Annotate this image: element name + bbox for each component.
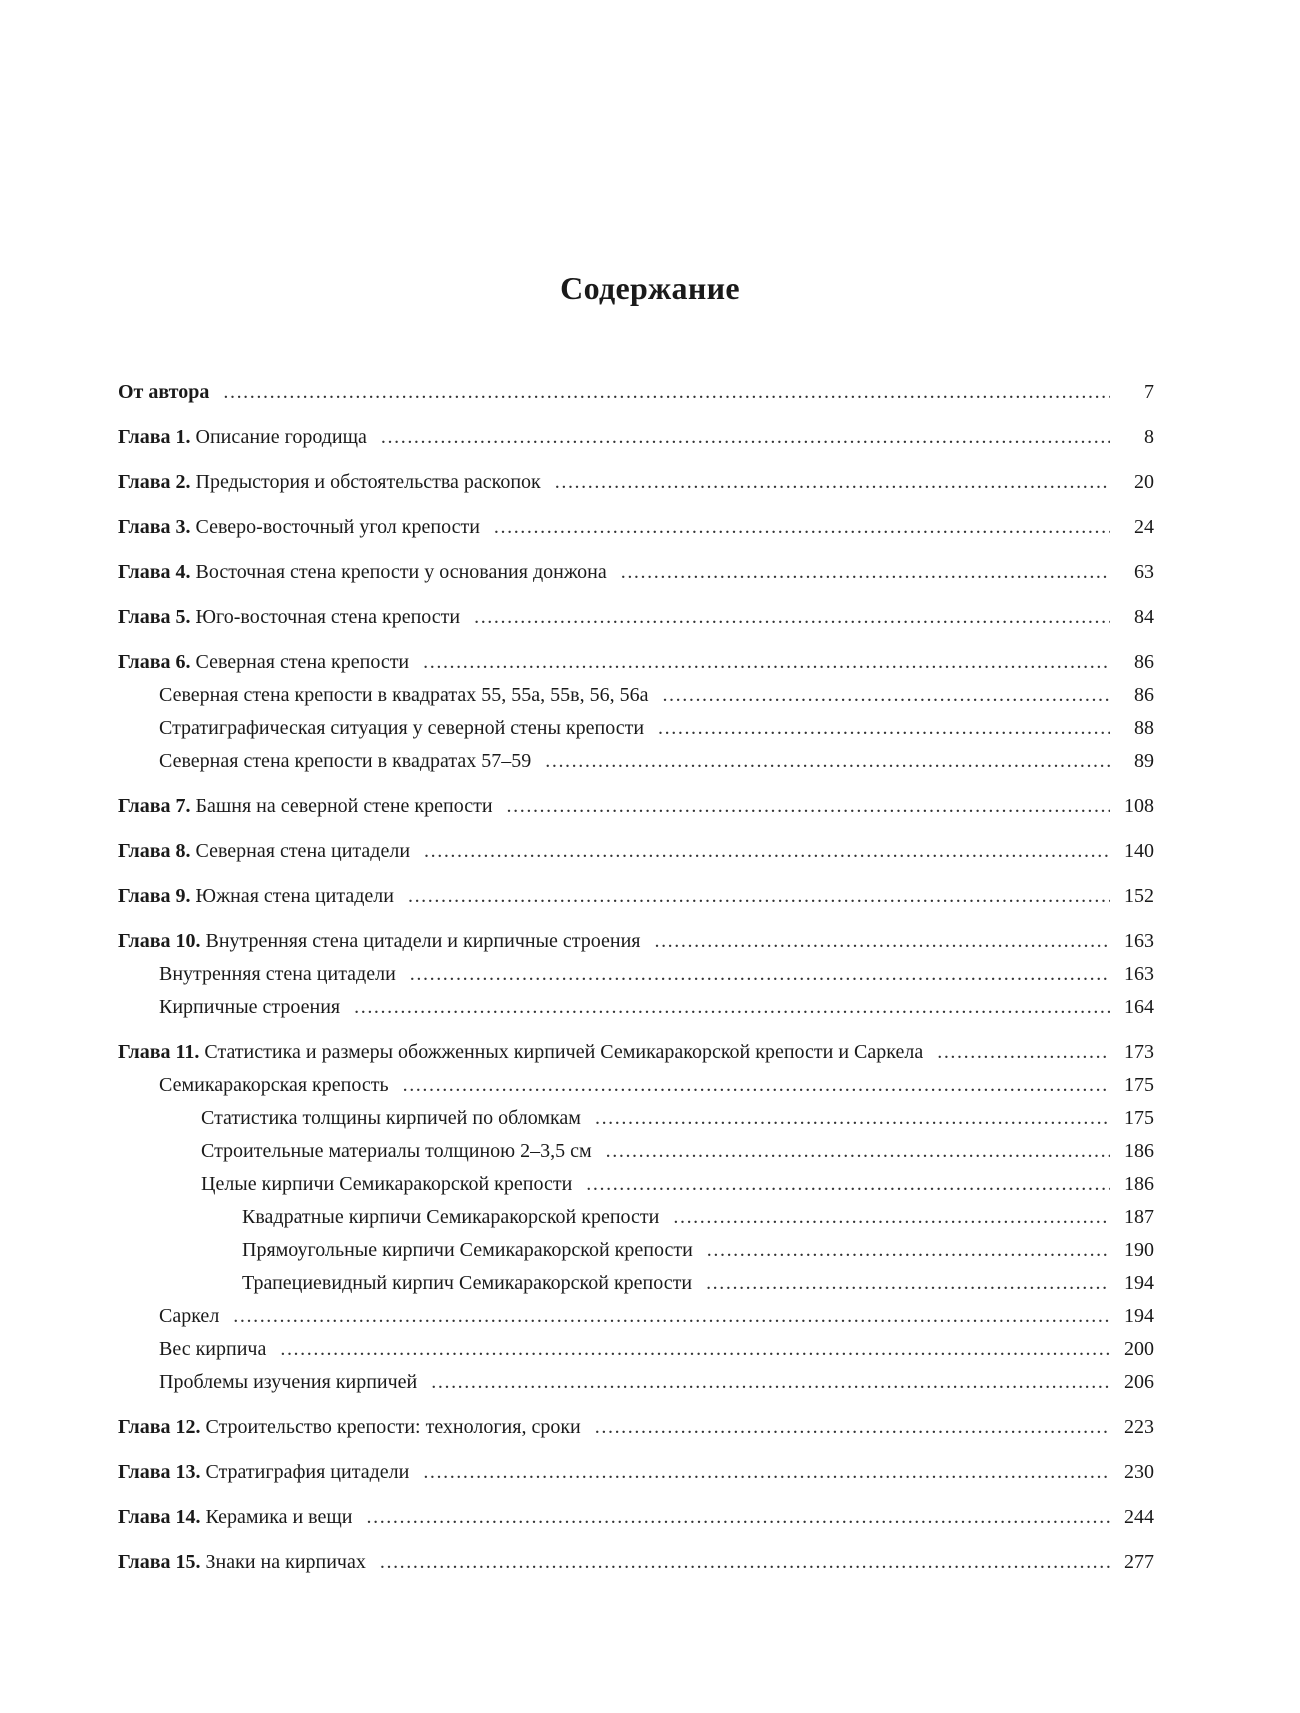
toc-entry-label	[118, 605, 474, 629]
toc-entry-chapter-number: Глава 15.	[118, 1551, 201, 1573]
toc-entry[interactable]	[118, 839, 1154, 863]
toc-leader-dots	[381, 425, 1110, 449]
toc-leader-dots	[494, 515, 1110, 539]
toc-entry-page-number: 186	[1124, 1173, 1154, 1195]
toc-entry-title: Целые кирпичи Семикаракорской крепости	[201, 1173, 573, 1195]
toc-entry-label	[118, 425, 381, 449]
toc-leader-dots	[937, 1040, 1110, 1064]
toc-entry-chapter-number: Глава 6.	[118, 651, 191, 673]
toc-entry-page-number: 88	[1134, 717, 1154, 739]
toc-entry-title: Описание городища	[195, 426, 367, 448]
toc-entry-label	[118, 929, 654, 953]
toc-entry-label	[159, 1073, 403, 1097]
toc-entry[interactable]	[118, 884, 1154, 908]
toc-entry-page-number: 163	[1124, 930, 1154, 952]
toc-entry[interactable]	[118, 1460, 1154, 1484]
toc-entry-page-number: 140	[1124, 840, 1154, 862]
toc-leader-dots	[233, 1304, 1110, 1328]
toc-entry[interactable]	[118, 1106, 1154, 1130]
toc-entry[interactable]	[118, 650, 1154, 674]
toc-entry-label	[201, 1139, 606, 1163]
toc-entry-label	[159, 1337, 280, 1361]
toc-entry-title: Башня на северной стене крепости	[195, 795, 493, 817]
toc-entry-title: Трапециевидный кирпич Семикаракорской крепости	[242, 1272, 693, 1294]
toc-entry-page-number: 163	[1124, 963, 1154, 985]
toc-entry-label	[118, 1505, 367, 1529]
toc-entry-title: Северная стена крепости в квадратах 55, 55а, 55в, 56, 56а	[159, 684, 649, 706]
toc-entry-label	[201, 1172, 586, 1196]
toc-entry-title: Юго-восточная стена крепости	[195, 606, 461, 628]
toc-entry-label	[118, 884, 408, 908]
toc-entry-page-number: 20	[1134, 471, 1154, 493]
toc-leader-dots	[408, 884, 1110, 908]
toc-entry-label	[118, 515, 494, 539]
toc-leader-dots	[431, 1370, 1110, 1394]
toc-leader-dots	[707, 1238, 1110, 1262]
toc-entry-page-number: 200	[1124, 1338, 1154, 1360]
toc-entry-label	[159, 962, 410, 986]
toc-entry-chapter-number: Глава 1.	[118, 426, 191, 448]
toc-entry[interactable]	[118, 515, 1154, 539]
toc-entry-page-number: 7	[1144, 381, 1154, 403]
toc-entry[interactable]	[118, 425, 1154, 449]
toc-entry[interactable]	[118, 560, 1154, 584]
toc-leader-dots	[662, 683, 1110, 707]
toc-entry-label	[118, 380, 223, 404]
toc-entry-chapter-number: Глава 8.	[118, 840, 191, 862]
toc-entry-chapter-number: Глава 7.	[118, 795, 191, 817]
toc-leader-dots	[424, 839, 1110, 863]
toc-entry-page-number: 194	[1124, 1305, 1154, 1327]
toc-entry-chapter-number: Глава 13.	[118, 1461, 201, 1483]
toc-entry-page-number: 230	[1124, 1461, 1154, 1483]
toc-entry-label	[159, 995, 354, 1019]
toc-leader-dots	[223, 380, 1110, 404]
toc-leader-dots	[654, 929, 1110, 953]
toc-entry-label	[159, 1304, 233, 1328]
toc-entry-label	[159, 1370, 431, 1394]
toc-entry-title: Квадратные кирпичи Семикаракорской крепости	[242, 1206, 660, 1228]
toc-leader-dots	[706, 1271, 1110, 1295]
toc-entry-page-number: 206	[1124, 1371, 1154, 1393]
toc-entry-page-number: 8	[1144, 426, 1154, 448]
toc-entry-label	[118, 650, 423, 674]
toc-entry-label	[242, 1238, 707, 1262]
toc-leader-dots	[606, 1139, 1110, 1163]
toc-entry[interactable]	[118, 1172, 1154, 1196]
toc-leader-dots	[280, 1337, 1110, 1361]
toc-entry-label	[118, 1415, 595, 1439]
toc-entry[interactable]	[118, 749, 1154, 773]
toc-entry[interactable]	[118, 716, 1154, 740]
toc-entry-label	[159, 716, 658, 740]
toc-entry-page-number: 194	[1124, 1272, 1154, 1294]
toc-entry-page-number: 89	[1134, 750, 1154, 772]
toc-entry-title: Стратиграфическая ситуация у северной стены крепости	[159, 717, 645, 739]
toc-entry[interactable]	[118, 1040, 1154, 1064]
toc-entry-label	[118, 839, 424, 863]
toc-entry-chapter-number: От автора	[118, 381, 210, 403]
toc-entry-title: Проблемы изучения кирпичей	[159, 1371, 418, 1393]
toc-entry-page-number: 277	[1124, 1551, 1154, 1573]
toc-entry[interactable]	[118, 794, 1154, 818]
toc-entry-title: Вес кирпича	[159, 1338, 267, 1360]
toc-entry-chapter-number: Глава 10.	[118, 930, 201, 952]
toc-entry[interactable]	[118, 1550, 1154, 1574]
toc-entry-title: Кирпичные строения	[159, 996, 341, 1018]
toc-entry[interactable]	[118, 470, 1154, 494]
toc-entry-chapter-number: Глава 9.	[118, 885, 191, 907]
toc-leader-dots	[555, 470, 1110, 494]
toc-entry-page-number: 24	[1134, 516, 1154, 538]
toc-leader-dots	[507, 794, 1110, 818]
toc-entry-page-number: 175	[1124, 1107, 1154, 1129]
toc-entry-title: Стратиграфия цитадели	[205, 1461, 410, 1483]
toc-entry-title: Статистика и размеры обожженных кирпичей Семикаракорской крепости и Саркела	[204, 1041, 924, 1063]
toc-entry-title: Строительство крепости: технология, сроки	[205, 1416, 581, 1438]
toc-entry-page-number: 63	[1134, 561, 1154, 583]
toc-entry[interactable]	[118, 1370, 1154, 1394]
page-title: Содержание	[560, 270, 740, 306]
toc-entry-label	[118, 560, 621, 584]
toc-entry-title: Знаки на кирпичах	[205, 1551, 366, 1573]
toc-entry[interactable]	[118, 1337, 1154, 1361]
toc-entry[interactable]	[118, 962, 1154, 986]
toc-entry-label	[118, 1460, 423, 1484]
toc-entry[interactable]	[118, 1304, 1154, 1328]
toc-entry-title: Статистика толщины кирпичей по обломкам	[201, 1107, 581, 1129]
toc-entry[interactable]	[118, 1415, 1154, 1439]
toc-entry-label	[242, 1205, 673, 1229]
toc-entry-label	[118, 794, 507, 818]
toc-entry[interactable]	[118, 995, 1154, 1019]
toc-entry-title: Семикаракорская крепость	[159, 1074, 389, 1096]
toc-entry-chapter-number: Глава 5.	[118, 606, 191, 628]
toc-entry[interactable]	[118, 605, 1154, 629]
toc-entry-label	[242, 1271, 706, 1295]
toc-entry-label	[159, 683, 662, 707]
toc-leader-dots	[474, 605, 1110, 629]
toc-entry-page-number: 164	[1124, 996, 1154, 1018]
toc-entry-page-number: 86	[1134, 684, 1154, 706]
toc-entry-page-number: 108	[1124, 795, 1154, 817]
toc-entry-page-number: 187	[1124, 1206, 1154, 1228]
toc-entry-page-number: 86	[1134, 651, 1154, 673]
toc-entry[interactable]	[118, 1271, 1154, 1295]
toc-entry-chapter-number: Глава 12.	[118, 1416, 201, 1438]
toc-entry-label	[118, 1040, 937, 1064]
toc-entry[interactable]	[118, 1073, 1154, 1097]
toc-entry-chapter-number: Глава 2.	[118, 471, 191, 493]
toc-entry-title: Северо-восточный угол крепости	[195, 516, 480, 538]
toc-leader-dots	[423, 1460, 1110, 1484]
toc-leader-dots	[621, 560, 1110, 584]
toc-entry-page-number: 244	[1124, 1506, 1154, 1528]
toc-entry-title: Северная стена крепости	[195, 651, 410, 673]
toc-leader-dots	[410, 962, 1110, 986]
toc-entry-chapter-number: Глава 14.	[118, 1506, 201, 1528]
toc-entry-page-number: 223	[1124, 1416, 1154, 1438]
toc-leader-dots	[658, 716, 1110, 740]
toc-entry[interactable]	[118, 929, 1154, 953]
toc-leader-dots	[354, 995, 1110, 1019]
toc-entry[interactable]	[118, 683, 1154, 707]
toc-leader-dots	[423, 650, 1110, 674]
toc-entry-chapter-number: Глава 4.	[118, 561, 191, 583]
toc-entry-chapter-number: Глава 3.	[118, 516, 191, 538]
toc-leader-dots	[545, 749, 1110, 773]
toc-entry-page-number: 190	[1124, 1239, 1154, 1261]
toc-entry-title: Строительные материалы толщиною 2–3,5 см	[201, 1140, 592, 1162]
toc-entry-title: Восточная стена крепости у основания донжона	[195, 561, 607, 583]
toc-entry[interactable]	[118, 1505, 1154, 1529]
toc-entry-label	[118, 470, 555, 494]
toc-entry-title: Внутренняя стена цитадели и кирпичные строения	[205, 930, 641, 952]
toc-entry-page-number: 186	[1124, 1140, 1154, 1162]
toc-leader-dots	[403, 1073, 1110, 1097]
toc-entry-label	[118, 1550, 380, 1574]
toc-entry-title: Северная стена крепости в квадратах 57–59	[159, 750, 532, 772]
toc-leader-dots	[380, 1550, 1110, 1574]
toc-entry-page-number: 152	[1124, 885, 1154, 907]
toc-entry-title: Предыстория и обстоятельства раскопок	[195, 471, 541, 493]
toc-entry-label	[159, 749, 545, 773]
toc-entry[interactable]	[118, 1238, 1154, 1262]
toc-entry-chapter-number: Глава 11.	[118, 1041, 200, 1063]
toc-entry-title: Прямоугольные кирпичи Семикаракорской крепости	[242, 1239, 693, 1261]
toc-entry-title: Саркел	[159, 1305, 220, 1327]
toc-entry-page-number: 175	[1124, 1074, 1154, 1096]
toc-entry-title: Южная стена цитадели	[195, 885, 394, 907]
toc-entry-label	[201, 1106, 595, 1130]
toc-leader-dots	[595, 1106, 1110, 1130]
toc-entry-page-number: 84	[1134, 606, 1154, 628]
toc-entry-title: Внутренняя стена цитадели	[159, 963, 396, 985]
toc-entry-title: Керамика и вещи	[205, 1506, 353, 1528]
toc-entry[interactable]	[118, 1205, 1154, 1229]
toc-entry-title: Северная стена цитадели	[195, 840, 411, 862]
toc-leader-dots	[673, 1205, 1110, 1229]
toc-leader-dots	[586, 1172, 1110, 1196]
toc-entry[interactable]	[118, 380, 1154, 404]
toc-leader-dots	[367, 1505, 1111, 1529]
toc-leader-dots	[595, 1415, 1110, 1439]
toc-entry-page-number: 173	[1124, 1041, 1154, 1063]
toc-entry[interactable]	[118, 1139, 1154, 1163]
